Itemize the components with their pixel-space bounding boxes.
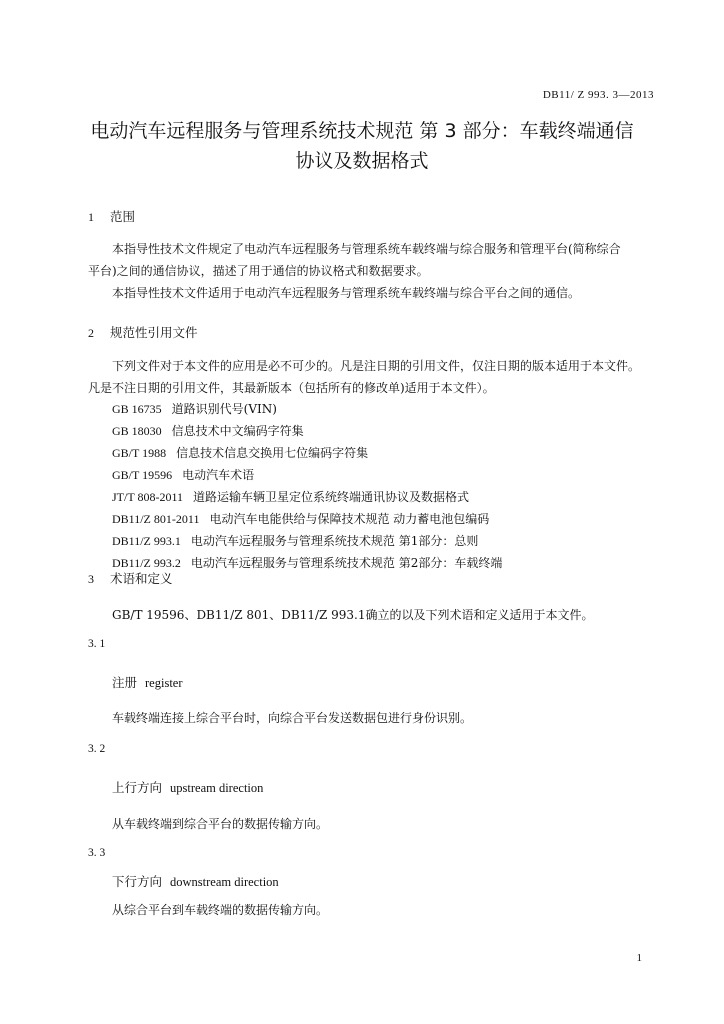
document-title-line1: 电动汽车远程服务与管理系统技术规范 第 3 部分：车载终端通信 <box>90 120 634 142</box>
section-1-heading <box>88 207 135 225</box>
section-number: 1 <box>88 210 94 224</box>
reference-title: 电动汽车远程服务与管理系统技术规范 第2部分：车载终端 <box>190 556 503 570</box>
section-3-heading <box>88 569 173 587</box>
term-definition: 从综合平台到车载终端的数据传输方向。 <box>112 903 329 917</box>
reference-code: JT/T 808-2011 <box>112 490 183 504</box>
scope-para2: 本指导性技术文件适用于电动汽车远程服务与管理系统车载终端与综合平台之间的通信。 <box>112 286 581 300</box>
term-en: upstream direction <box>170 781 264 795</box>
reference-title: 信息技术中文编码字符集 <box>171 424 304 438</box>
section-title: 规范性引用文件 <box>110 325 198 340</box>
section-number: 3 <box>88 572 94 586</box>
term-definition: 从车载终端到综合平台的数据传输方向。 <box>112 817 329 831</box>
section-title: 术语和定义 <box>110 571 173 586</box>
term-number: 3. 3 <box>88 847 106 859</box>
reference-code: DB11/Z 801-2011 <box>112 512 200 526</box>
reference-code: DB11/Z 993.2 <box>112 556 181 570</box>
section-title: 范围 <box>110 209 136 224</box>
reference-item <box>112 444 368 461</box>
reference-code: DB11/Z 993.1 <box>112 534 181 548</box>
term-zh: 注册 <box>112 675 138 690</box>
reference-item <box>112 532 478 549</box>
reference-item <box>112 400 277 417</box>
term-heading <box>112 778 263 796</box>
term-zh: 上行方向 <box>112 780 163 795</box>
reference-title: 电动汽车电能供给与保障技术规范 动力蓄电池包编码 <box>209 512 490 526</box>
reference-item <box>112 466 254 483</box>
reference-title: 信息技术信息交换用七位编码字符集 <box>176 446 369 460</box>
refs-intro-line1: 下列文件对于本文件的应用是必不可少的。凡是注日期的引用文件，仅注日期的版本适用于本文件。 <box>112 359 641 373</box>
reference-code: GB/T 19596 <box>112 468 173 482</box>
reference-item <box>112 488 469 505</box>
term-en: downstream direction <box>170 875 279 889</box>
reference-title: 道路识别代号(VIN) <box>171 402 277 416</box>
terms-intro: GB/T 19596、DB11/Z 801、DB11/Z 993.1确立的以及下列术语和定义适用于本文件。 <box>112 608 594 622</box>
term-number: 3. 2 <box>88 743 106 755</box>
term-zh: 下行方向 <box>112 874 163 889</box>
document-title-line2: 协议及数据格式 <box>295 150 429 172</box>
term-en: register <box>145 676 183 690</box>
refs-intro-line2: 凡是不注日期的引用文件，其最新版本（包括所有的修改单)适用于本文件）。 <box>88 381 495 395</box>
section-number: 2 <box>88 326 94 340</box>
reference-item <box>112 422 304 439</box>
document-id: DB11/ Z 993. 3—2013 <box>542 89 654 101</box>
term-definition: 车载终端连接上综合平台时，向综合平台发送数据包进行身份识别。 <box>112 711 473 725</box>
section-2-heading <box>88 323 198 341</box>
reference-code: GB 18030 <box>112 424 162 438</box>
scope-para1-line2: 平台)之间的通信协议，描述了用于通信的协议格式和数据要求。 <box>88 264 429 278</box>
term-number: 3. 1 <box>88 638 106 650</box>
scope-para1-line1: 本指导性技术文件规定了电动汽车远程服务与管理系统车载终端与综合服务和管理平台(简称综合 <box>112 242 621 256</box>
reference-item <box>112 510 489 527</box>
page-number: 1 <box>636 952 642 964</box>
reference-title: 电动汽车术语 <box>182 468 255 482</box>
reference-code: GB 16735 <box>112 402 162 416</box>
reference-code: GB/T 1988 <box>112 446 167 460</box>
term-heading <box>112 673 183 691</box>
reference-title: 道路运输车辆卫星定位系统终端通讯协议及数据格式 <box>193 490 470 504</box>
term-heading <box>112 872 279 890</box>
reference-title: 电动汽车远程服务与管理系统技术规范 第1部分：总则 <box>190 534 479 548</box>
